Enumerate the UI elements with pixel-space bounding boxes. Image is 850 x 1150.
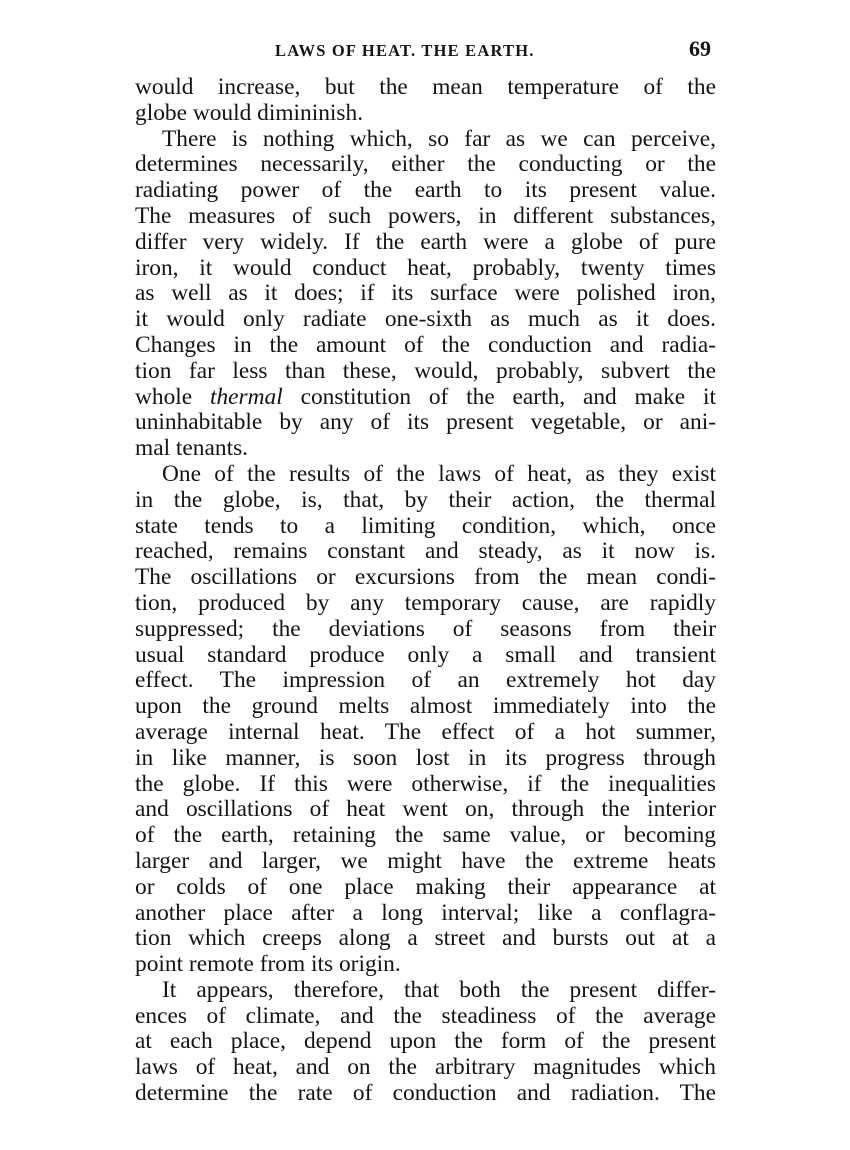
text-line: state tends to a limiting condition, which, once xyxy=(135,512,716,539)
text-line: uninhabitable by any of its present vegetable, or ani- xyxy=(135,409,716,436)
text-line: determine the rate of conduction and radiation. The xyxy=(135,1080,716,1107)
text-line: Changes in the amount of the conduction and radia- xyxy=(135,331,716,358)
text-line: upon the ground melts almost immediately into the xyxy=(135,693,716,720)
text-line: of the earth, retaining the same value, or becoming xyxy=(135,822,716,849)
text-line: effect. The impression of an extremely hot day xyxy=(135,667,716,694)
text-line: tion which creeps along a street and bursts out at a xyxy=(135,925,716,952)
text-line: as well as it does; if its surface were polished iron, xyxy=(135,280,716,307)
running-head xyxy=(135,37,715,65)
paragraph-1 xyxy=(135,75,716,127)
text-line: It appears, therefore, that both the present differ- xyxy=(162,976,716,1003)
page-number: 69 xyxy=(689,36,711,61)
paragraph-3 xyxy=(135,462,716,978)
text-line: laws of heat, and on the arbitrary magnitudes which xyxy=(135,1054,716,1081)
text-line: the globe. If this were otherwise, if the inequalities xyxy=(135,770,716,797)
text-line: tion far less than these, would, probably, subvert the xyxy=(135,357,716,384)
text-line: mal tenants. xyxy=(135,435,249,462)
text-line: radiating power of the earth to its present value. xyxy=(135,177,716,204)
body-text xyxy=(135,75,716,1107)
running-title: LAWS OF HEAT. THE EARTH. xyxy=(275,41,535,60)
text-line: it would only radiate one-sixth as much as it does. xyxy=(135,306,716,333)
text-line: differ very widely. If the earth were a globe of pure xyxy=(135,228,716,255)
text-line: in like manner, is soon lost in its progress through xyxy=(135,744,716,771)
text-line: in the globe, is, that, by their action, the thermal xyxy=(135,486,716,513)
text-line: The measures of such powers, in different substances, xyxy=(135,202,716,229)
text-line: point remote from its origin. xyxy=(135,951,401,978)
text-line: determines necessarily, either the conducting or the xyxy=(135,151,716,178)
text-line: globe would dimininish. xyxy=(135,99,364,126)
paragraph-4 xyxy=(135,978,716,1107)
paragraph-2 xyxy=(135,127,716,462)
text-line: average internal heat. The effect of a hot summer, xyxy=(135,718,716,745)
text-line: tion, produced by any temporary cause, are rapidly xyxy=(135,589,716,616)
text-line: ences of climate, and the steadiness of the average xyxy=(135,1002,716,1029)
text-line: larger and larger, we might have the extreme heats xyxy=(135,847,716,874)
text-line: suppressed; the deviations of seasons from their xyxy=(135,615,716,642)
text-line: whole thermal constitution of the earth, and make it xyxy=(135,383,716,410)
text-line: iron, it would conduct heat, probably, twenty times xyxy=(135,254,716,281)
text-line: would increase, but the mean temperature of the xyxy=(135,74,716,100)
italic-emphasis: thermal xyxy=(209,383,283,410)
text-line: There is nothing which, so far as we can perceive, xyxy=(162,125,716,152)
text-line: usual standard produce only a small and transient xyxy=(135,641,716,668)
text-line: another place after a long interval; like a conflagra- xyxy=(135,899,716,926)
text-line: One of the results of the laws of heat, as they exist xyxy=(162,460,716,487)
text-line: at each place, depend upon the form of the present xyxy=(135,1028,716,1055)
text-line: and oscillations of heat went on, through the interior xyxy=(135,796,716,823)
text-line: reached, remains constant and steady, as it now is. xyxy=(135,538,716,565)
text-line: or colds of one place making their appearance at xyxy=(135,873,716,900)
text-line: The oscillations or excursions from the mean condi- xyxy=(135,564,716,591)
